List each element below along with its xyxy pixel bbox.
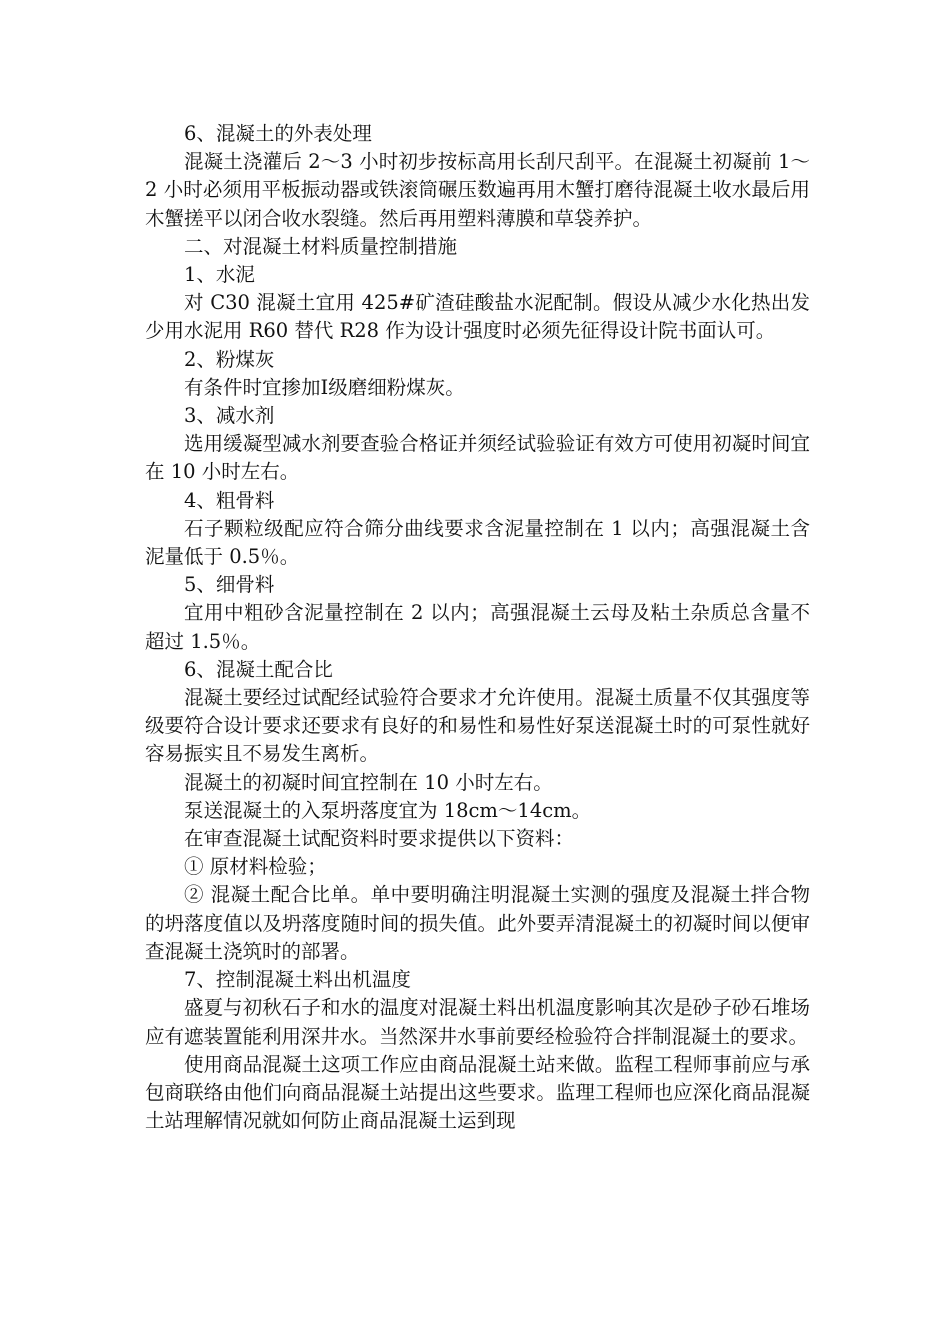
body-paragraph: 泵送混凝土的入泵坍落度宜为 18cm～14cm。 xyxy=(184,798,592,822)
body-paragraph: 混凝土浇灌后 2～3 小时初步按标高用长刮尺刮平。在混凝土初凝前 1～2 小时必须用平板振动器或铁滚筒碾压数遍再用木蟹打磨待混凝土收水最后用木蟹搓平以闭合收水裂缝。然后再用塑料薄膜和草袋养护。 xyxy=(145,150,810,230)
body-paragraph: 选用缓凝型减水剂要查验合格证并须经试验验证有效方可使用初凝时间宜在 10 小时左右。 xyxy=(145,432,810,484)
body-paragraph: 混凝土的初凝时间宜控制在 10 小时左右。 xyxy=(184,770,553,794)
body-paragraph: 在审查混凝土试配资料时要求提供以下资料： xyxy=(184,827,575,851)
section-heading: 5、细骨料 xyxy=(184,573,275,597)
section-heading: 3、减水剂 xyxy=(184,404,275,428)
document-body xyxy=(145,120,810,1135)
section-heading: 2、粉煤灰 xyxy=(184,347,275,371)
list-item: ② 混凝土配合比单。单中要明确注明混凝土实测的强度及混凝土拌合物的坍落度值以及坍落度随时间的损失值。此外要弄清混凝土的初凝时间以便审查混凝土浇筑时的部署。 xyxy=(145,883,810,963)
section-heading: 二、对混凝土材料质量控制措施 xyxy=(184,234,458,258)
body-paragraph: 使用商品混凝土这项工作应由商品混凝土站来做。监程工程师事前应与承包商联络由他们向商品混凝土站提出这些要求。监理工程师也应深化商品混凝土站理解情况就如何防止商品混凝土运到现 xyxy=(145,1052,810,1133)
section-heading: 6、混凝土的外表处理 xyxy=(184,122,372,145)
body-paragraph: 对 C30 混凝土宜用 425#矿渣硅酸盐水泥配制。假设从减少水化热出发少用水泥用 R60 替代 R28 作为设计强度时必须先征得设计院书面认可。 xyxy=(145,291,810,343)
section-heading: 6、混凝土配合比 xyxy=(184,657,333,681)
section-heading: 1、水泥 xyxy=(184,263,255,287)
body-paragraph: 盛夏与初秋石子和水的温度对混凝土料出机温度影响其次是砂子砂石堆场应有遮装置能利用深井水。当然深井水事前要经检验符合拌制混凝土的要求。 xyxy=(145,996,810,1048)
section-heading: 4、粗骨料 xyxy=(184,488,275,512)
list-item: ① 原材料检验； xyxy=(184,855,327,879)
section-heading: 7、控制混凝土料出机温度 xyxy=(184,968,411,992)
body-paragraph: 宜用中粗砂含泥量控制在 2 以内；高强混凝土云母及粘土杂质总含量不超过 1.5％。 xyxy=(145,601,810,653)
body-paragraph: 有条件时宜掺加Ⅰ级磨细粉煤灰。 xyxy=(184,375,465,399)
body-paragraph: 混凝土要经过试配经试验符合要求才允许使用。混凝土质量不仅其强度等级要符合设计要求还要求有良好的和易性和易性好泵送混凝土时的可泵性就好容易振实且不易发生离析。 xyxy=(145,686,810,766)
body-paragraph: 石子颗粒级配应符合筛分曲线要求含泥量控制在 1 以内；高强混凝土含泥量低于 0.5％。 xyxy=(145,516,810,569)
